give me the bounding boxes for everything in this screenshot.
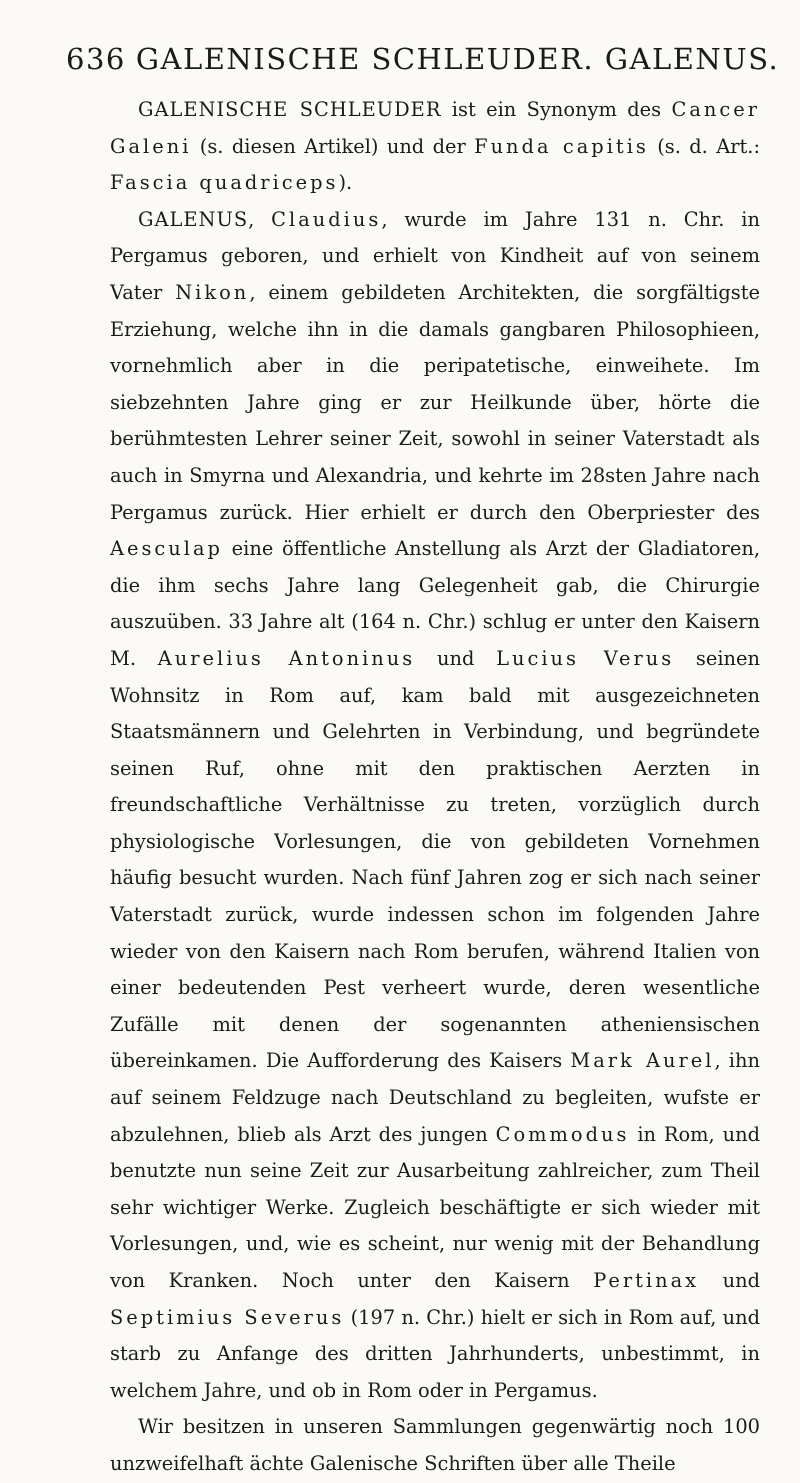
entry-text: ).	[338, 171, 353, 195]
entry-text: , einem gebildeten Architekten, die sorgfältigste Erziehung, welche ihn in die damals gangbaren Philosophieen, vornehmlich aber in die peripatetische, einweihete. Im siebzehnten Jahre ging er zur Heilkunde über, hörte die berühmtesten Lehrer seiner Zeit, sowohl in seiner Vaterstadt als auch in Smyrna und Alexandria, und kehrte im 28sten Jahre nach Pergamus zurück. Hier erhielt er durch den Oberpriester des	[110, 280, 761, 524]
page-number: 636	[66, 42, 126, 76]
person-name: Nikon	[175, 280, 250, 304]
entry-text: (197 n. Chr.) hielt er sich in Rom auf, und starb zu Anfange des dritten Jahrhunderts, unbestimmt, in welchem Jahre, und ob in Rom oder in Pergamus.	[110, 1305, 760, 1402]
entry-text: in Rom, und benutzte nun seine Zeit zur Ausarbeitung zahlreicher, zum Theil sehr wichtiger Werke. Zugleich beschäftigte er sich wieder mit Vorlesungen, und, wie es scheint, nur wenig mit der Behandlung von Kranken. Noch unter den Kaisern	[110, 1122, 760, 1292]
header-title: GALENISCHE SCHLEUDER. GALENUS.	[135, 42, 780, 76]
person-name: Claudius	[271, 207, 382, 231]
entry-text: (s. diesen Artikel) und der	[191, 134, 475, 158]
cross-reference: Fascia quadriceps	[110, 171, 339, 195]
person-name: Aesculap	[110, 537, 223, 561]
entry-term: GALENUS	[138, 207, 249, 231]
entry-text: ist ein Synonym des	[441, 98, 672, 121]
paragraph-writings: Wir besitzen in unseren Sammlungen gegenwärtig noch 100 unzweifelhaft ächte Galenische Schriften über alle Theile	[110, 1415, 760, 1475]
person-name: Commodus	[495, 1122, 630, 1146]
person-name: Septimius Severus	[110, 1305, 345, 1329]
entry-text: und	[699, 1269, 760, 1292]
entry-text: , ihn auf seinem Feldzuge nach Deutschland zu begleiten, wufste er abzulehnen, blieb als Arzt des jungen	[110, 1049, 760, 1146]
article-body	[110, 92, 760, 1483]
entry-text: (s. d. Art.:	[648, 134, 760, 158]
person-name: Aurelius Antoninus	[157, 646, 416, 670]
cross-reference: Funda capitis	[474, 134, 649, 158]
person-name: Mark Aurel	[570, 1049, 715, 1073]
entry-text: , wurde im Jahre 131 n. Chr. in Pergamus geboren, und erhielt von Kindheit auf von seinem Vater	[110, 207, 760, 304]
person-name: Pertinax	[593, 1269, 700, 1292]
cross-reference: Cancer Galeni	[110, 98, 760, 158]
person-name: Lucius Verus	[496, 646, 675, 670]
entry-text: eine öffentliche Anstellung als Arzt der Gladiatoren, die ihm sechs Jahre lang Gelegenheit gab, die Chirurgie auszuüben. 33 Jahre alt (164 n. Chr.) schlug er unter den Kaisern M.	[110, 537, 760, 670]
entry-galenus	[110, 202, 760, 1410]
entry-galenische-schleuder	[110, 92, 760, 202]
running-header	[66, 42, 780, 76]
entry-text: und	[415, 646, 497, 670]
entry-term: GALENISCHE SCHLEUDER	[138, 98, 442, 121]
entry-text: seinen Wohnsitz in Rom auf, kam bald mit ausgezeichneten Staatsmännern und Gelehrten in Verbindung, und begründete seinen Ruf, ohne mit den praktischen Aerzten in freundschaftliche Verhältnisse zu treten, vorzüglich durch physiologische Vorlesungen, die von gebildeten Vornehmen häufig besucht wurden. Nach fünf Jahren zog er sich nach seiner Vaterstadt zurück, wurde indessen schon im folgenden Jahre wieder von den Kaisern nach Rom berufen, während Italien von einer bedeutenden Pest verheert wurde, deren wesentliche Zufälle mit denen der sogenannten atheniensischen übereinkamen. Die Aufforderung des Kaisers	[110, 646, 761, 1073]
entry-text: ,	[248, 207, 272, 231]
